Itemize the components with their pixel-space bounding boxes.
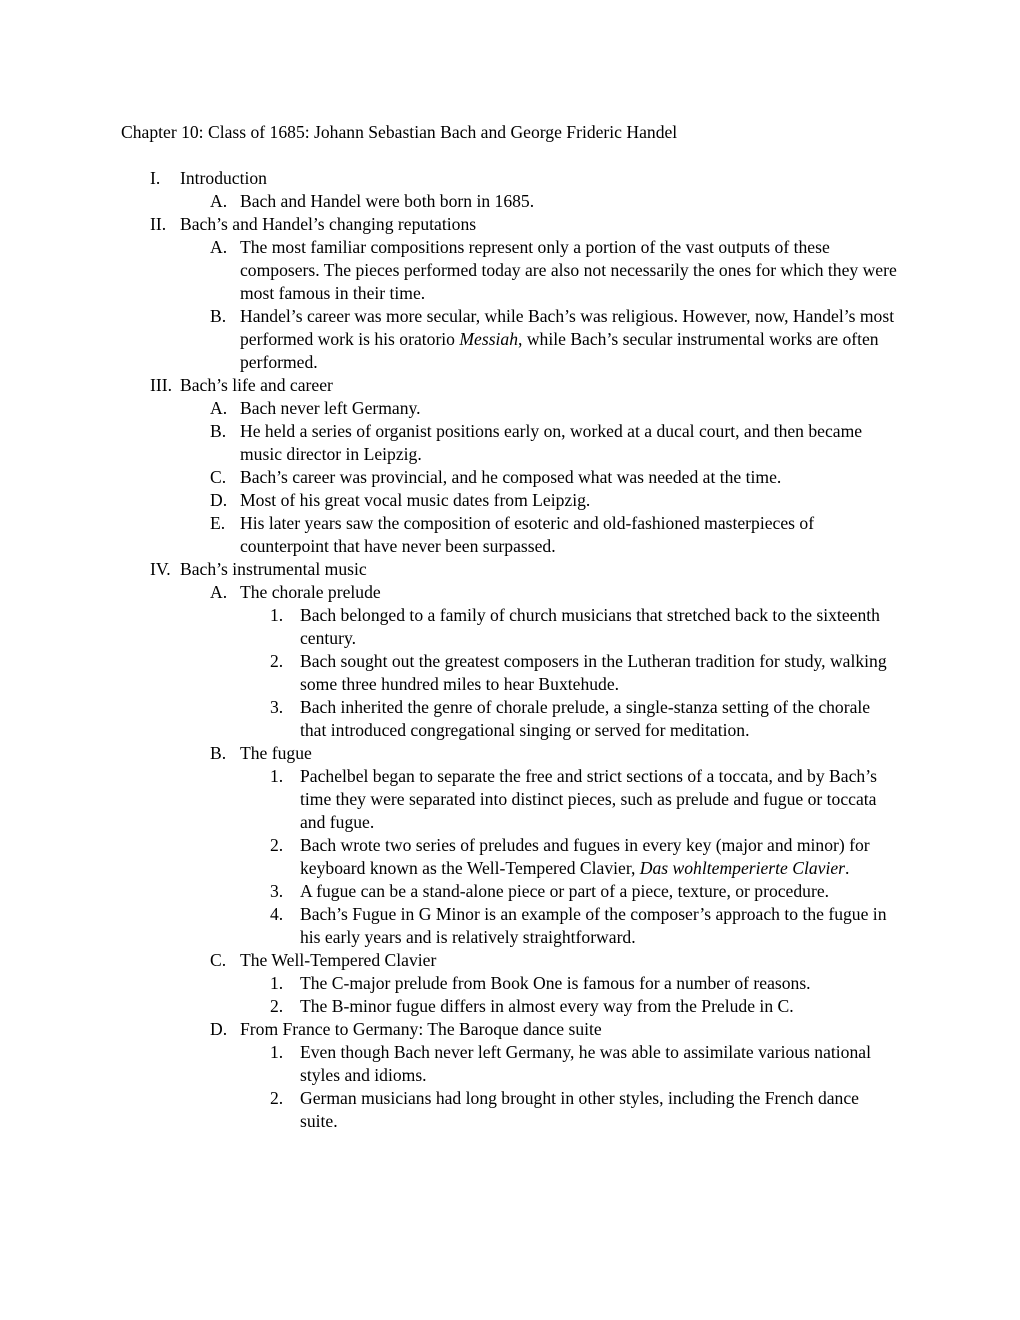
work-title: Das wohltemperierte Clavier <box>639 858 846 878</box>
subitem-marker: 3. <box>270 697 284 717</box>
item-text: The most familiar compositions represent only a portion of the vast outputs of these composers. The pieces performed today are also not necessarily the ones for which they were most famous in their time. <box>240 237 897 303</box>
subsection-heading: The fugue <box>240 743 312 763</box>
section-heading: Bach’s and Handel’s changing reputations <box>180 214 477 234</box>
subitem-marker: 4. <box>270 904 284 924</box>
work-title: Messiah <box>459 329 519 349</box>
item-marker: A. <box>210 398 228 418</box>
section-heading: Bach’s life and career <box>180 375 333 395</box>
outline-section <box>0 213 1020 236</box>
subitem-marker: 1. <box>270 973 284 993</box>
subitem-marker: 1. <box>270 766 284 786</box>
outline-subitem <box>0 903 1020 949</box>
item-text: Most of his great vocal music dates from Leipzig. <box>240 490 591 510</box>
subitem-text-part: . <box>845 858 850 878</box>
item-text: Bach never left Germany. <box>240 398 421 418</box>
subitem-marker: 2. <box>270 835 284 855</box>
subsection-heading: The Well-Tempered Clavier <box>240 950 437 970</box>
item-text-part: , while Bach’s secular instrumental works are often performed. <box>240 329 879 372</box>
outline-subitem <box>0 995 1020 1018</box>
subitem-text: Bach sought out the greatest composers in the Lutheran tradition for study, walking some three hundred miles to hear Buxtehude. <box>300 651 887 694</box>
outline-item <box>0 236 1020 305</box>
item-text: He held a series of organist positions early on, worked at a ducal court, and then became music director in Leipzig. <box>240 421 863 464</box>
subitem-text: Bach’s Fugue in G Minor is an example of the composer’s approach to the fugue in his early years and is relatively straightforward. <box>300 904 887 947</box>
outline <box>0 167 1020 1133</box>
item-marker: C. <box>210 467 227 487</box>
section-heading: Bach’s instrumental music <box>180 559 367 579</box>
outline-item <box>0 512 1020 558</box>
subitem-text: A fugue can be a stand-alone piece or part of a piece, texture, or procedure. <box>300 881 830 901</box>
item-marker: D. <box>210 1019 228 1039</box>
outline-item <box>0 420 1020 466</box>
subitem-text-part: Bach wrote two series of preludes and fugues in every key (major and minor) for keyboard known as the Well-Tempered Clavier, <box>300 835 870 878</box>
page-title: Chapter 10: Class of 1685: Johann Sebastian Bach and George Frideric Handel <box>121 122 678 142</box>
subitem-text: German musicians had long brought in other styles, including the French dance suite. <box>300 1088 859 1131</box>
outline-subitem <box>0 696 1020 742</box>
subitem-marker: 2. <box>270 651 284 671</box>
subitem-marker: 3. <box>270 881 284 901</box>
outline-subitem <box>0 972 1020 995</box>
outline-section <box>0 167 1020 190</box>
item-marker: B. <box>210 306 227 326</box>
outline-item <box>0 190 1020 213</box>
outline-item <box>0 1018 1020 1041</box>
item-text-part: Handel’s career was more secular, while Bach’s was religious. However, now, Handel’s most performed work is his oratorio <box>240 306 895 349</box>
outline-item <box>0 581 1020 604</box>
section-marker: I. <box>150 168 161 188</box>
item-marker: A. <box>210 582 228 602</box>
subitem-text: Bach inherited the genre of chorale prelude, a single-stanza setting of the chorale that introduced congregational singing or served for meditation. <box>300 697 871 740</box>
outline-item <box>0 489 1020 512</box>
outline-item <box>0 742 1020 765</box>
outline-subitem <box>0 604 1020 650</box>
section-marker: II. <box>150 214 167 234</box>
item-text: His later years saw the composition of esoteric and old-fashioned masterpieces of counterpoint that have never been surpassed. <box>240 513 815 556</box>
outline-subitem <box>0 880 1020 903</box>
item-marker: E. <box>210 513 226 533</box>
item-marker: A. <box>210 237 228 257</box>
item-marker: C. <box>210 950 227 970</box>
subsection-heading: The chorale prelude <box>240 582 381 602</box>
subitem-text: Bach belonged to a family of church musicians that stretched back to the sixteenth century. <box>300 605 880 648</box>
outline-item <box>0 466 1020 489</box>
section-marker: IV. <box>150 559 171 579</box>
subitem-text: Pachelbel began to separate the free and strict sections of a toccata, and by Bach’s time they were separated into distinct pieces, such as prelude and fugue or toccata and fugue. <box>300 766 877 832</box>
subitem-text: The B-minor fugue differs in almost every way from the Prelude in C. <box>300 996 794 1016</box>
item-text: Bach and Handel were both born in 1685. <box>240 191 535 211</box>
item-marker: A. <box>210 191 228 211</box>
subitem-text: The C-major prelude from Book One is famous for a number of reasons. <box>300 973 811 993</box>
outline-subitem <box>0 1041 1020 1087</box>
outline-subitem <box>0 834 1020 880</box>
subitem-marker: 1. <box>270 1042 284 1062</box>
subitem-text: Even though Bach never left Germany, he was able to assimilate various national styles and idioms. <box>300 1042 871 1085</box>
subitem-marker: 2. <box>270 1088 284 1108</box>
item-text: Bach’s career was provincial, and he composed what was needed at the time. <box>240 467 782 487</box>
item-marker: D. <box>210 490 228 510</box>
subitem-marker: 2. <box>270 996 284 1016</box>
outline-item <box>0 397 1020 420</box>
section-marker: III. <box>150 375 172 395</box>
item-text <box>240 305 900 374</box>
outline-subitem <box>0 765 1020 834</box>
outline-item <box>0 305 1020 374</box>
outline-subitem <box>0 650 1020 696</box>
subsection-heading: From France to Germany: The Baroque dance suite <box>240 1019 602 1039</box>
item-marker: B. <box>210 743 227 763</box>
subitem-marker: 1. <box>270 605 284 625</box>
outline-subitem <box>0 1087 1020 1133</box>
item-marker: B. <box>210 421 227 441</box>
outline-section <box>0 558 1020 581</box>
outline-item <box>0 949 1020 972</box>
section-heading: Introduction <box>180 168 267 188</box>
subitem-text <box>300 834 900 880</box>
outline-section <box>0 374 1020 397</box>
